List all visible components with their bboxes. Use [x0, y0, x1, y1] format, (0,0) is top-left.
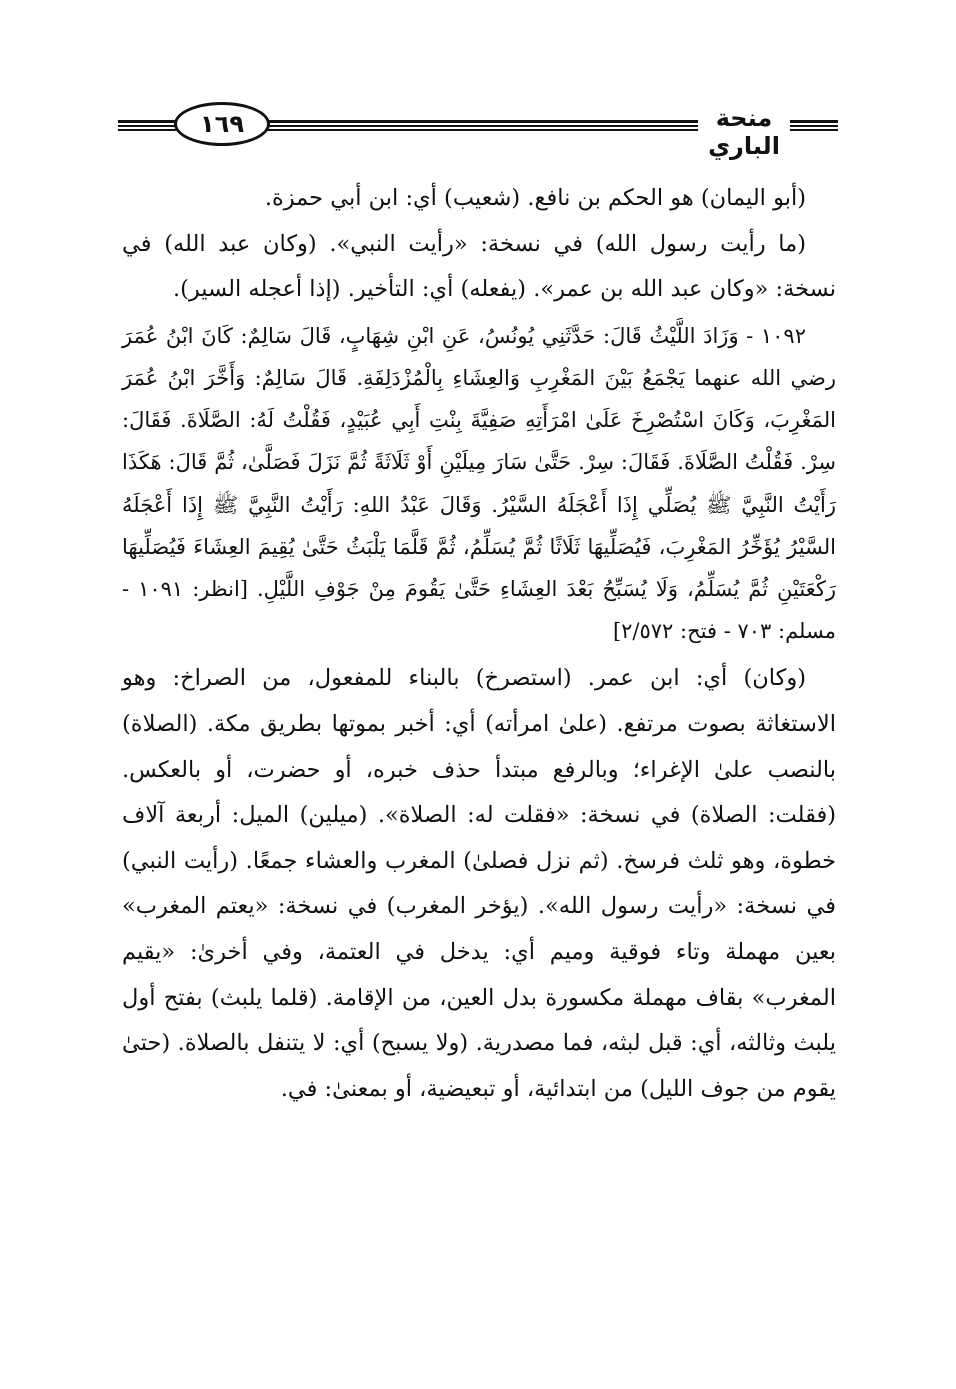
commentary-paragraph: (ما رأيت رسول الله) في نسخة: «رأيت النبي». (وكان عبد الله) في نسخة: «وكان عبد الله بن عمر». (يفعله) أي: التأخير. (إذا أعجله السير).	[122, 230, 836, 303]
commentary-paragraph: (وكان) أي: ابن عمر. (استصرخ) بالبناء للمفعول، من الصراخ: وهو الاستغاثة بصوت مرتفع. (علىٰ امرأته) أي: أخبر بموتها بطريق مكة. (الصلاة) بالنصب علىٰ الإغراء؛ وبالرفع مبتدأ حذف خبره، أو حضرت، أو بالعكس. (فقلت: الصلاة) في نسخة: «فقلت له: الصلاة». (ميلين) الميل: أربعة آلاف خطوة، وهو ثلث فرسخ. (ثم نزل فصلىٰ) المغرب والعشاء جمعًا. (رأيت النبي) في نسخة: «رأيت رسول الله». (يؤخر المغرب) في نسخة: «يعتم المغرب» بعين مهملة وتاء فوقية وميم أي: يدخل في العتمة، وفي أخرىٰ: «يقيم المغرب» بقاف مهملة مكسورة بدل العين، من الإقامة. (قلما يلبث) بفتح أول يلبث وثالثه، أي: قبل لبثه، فما مصدرية. (ولا يسبح) أي: لا يتنفل بالصلاة. (حتىٰ يقوم من جوف الليل) من ابتدائية، أو تبعيضية، أو بمعنىٰ: في.	[122, 665, 836, 1102]
page-number: ١٦٩	[200, 110, 244, 138]
header-rule-right	[790, 120, 838, 130]
commentary-paragraph: (أبو اليمان) هو الحكم بن نافع. (شعيب) أي: ابن أبي حمزة.	[264, 185, 806, 211]
header-rule-middle	[256, 120, 698, 130]
page-number-badge	[174, 102, 270, 146]
page-body	[122, 176, 836, 1112]
book-title: منحة الباري	[708, 104, 780, 160]
page-header	[118, 96, 838, 160]
hadith-text: ١٠٩٢ - وَزَادَ اللَّيْثُ قَالَ: حَدَّثَنِي يُونُسُ، عَنِ ابْنِ شِهَابٍ، قَالَ سَالِمٌ: كَانَ ابْنُ عُمَرَ رضي الله عنهما يَجْمَعُ بَيْنَ المَغْرِبِ وَالعِشَاءِ بِالْمُزْدَلِفَةِ. قَالَ سَالِمٌ: وَأَخَّرَ ابْنُ عُمَرَ المَغْرِبَ، وَكَانَ اسْتُصْرِخَ عَلَىٰ امْرَأَتِهِ صَفِيَّةَ بِنْتِ أَبِي عُبَيْدٍ، فَقُلْتُ لَهُ: الصَّلَاةَ. فَقَالَ: سِرْ. فَقُلْتُ الصَّلَاةَ. فَقَالَ: سِرْ. حَتَّىٰ سَارَ مِيلَيْنِ أَوْ ثَلَاثَةً ثُمَّ نَزَلَ فَصَلَّىٰ، ثُمَّ قَالَ: هَكَذَا رَأَيْتُ النَّبِيَّ ﷺ يُصَلِّي إِذَا أَعْجَلَهُ السَّيْرُ. وَقَالَ عَبْدُ اللهِ: رَأَيْتُ النَّبِيَّ ﷺ إِذَا أَعْجَلَهُ السَّيْرُ يُؤَخِّرُ المَغْرِبَ، فَيُصَلِّيهَا ثَلَاثًا ثُمَّ يُسَلِّمُ، ثُمَّ قَلَّمَا يَلْبَثُ حَتَّىٰ يُقِيمَ العِشَاءَ فَيُصَلِّيهَا رَكْعَتَيْنِ ثُمَّ يُسَلِّمُ، وَلَا يُسَبِّحُ بَعْدَ العِشَاءِ حَتَّىٰ يَقُومَ مِنْ جَوْفِ اللَّيْلِ. [انظر: ١٠٩١ - مسلم: ٧٠٣ - فتح: ٢/٥٧٢]	[122, 323, 836, 644]
